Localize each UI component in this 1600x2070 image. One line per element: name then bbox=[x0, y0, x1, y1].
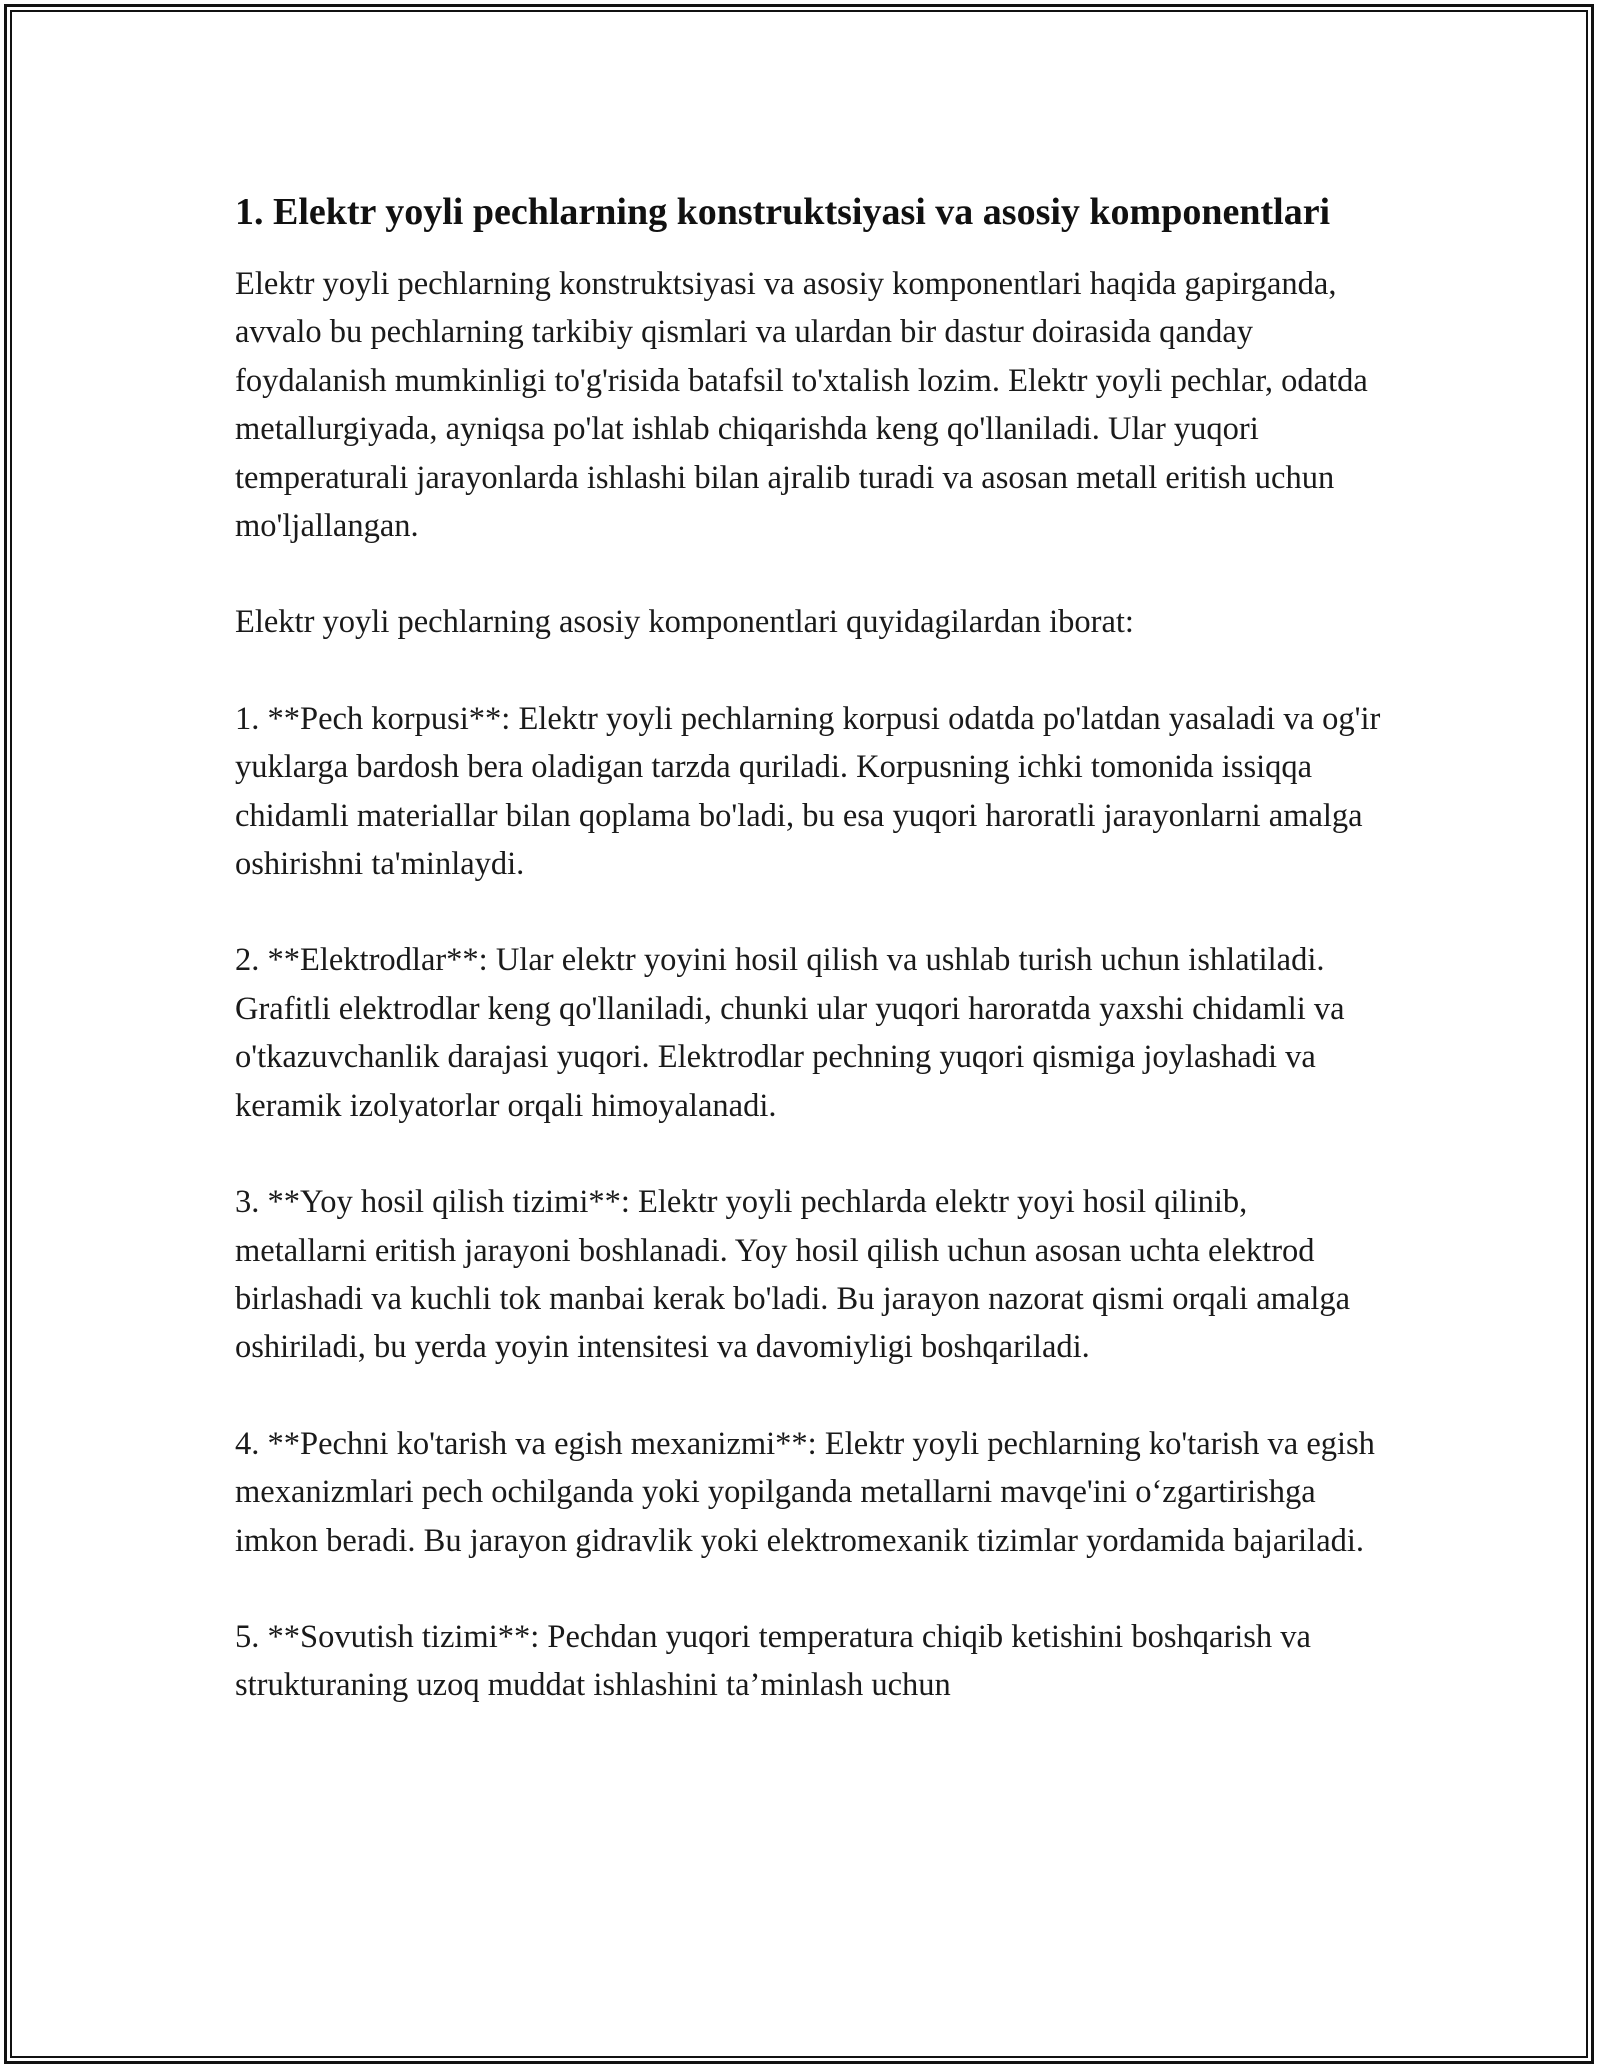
paragraph-item-2: 2. **Elektrodlar**: Ular elektr yoyini hosil qilish va ushlab turish uchun ishlatiladi. Grafitli elektrodlar keng qo'llaniladi, chunki ular yuqori haroratda yaxshi chidamli va o'tkazuvchanlik darajasi yuqori. Elektrodlar pechning yuqori qismiga joylashadi va keramik izolyatorlar orqali himoyalanadi. bbox=[235, 942, 1345, 1124]
paragraph-item-1: 1. **Pech korpusi**: Elektr yoyli pechlarning korpusi odatda po'latdan yasaladi va og'ir yuklarga bardosh bera oladigan tarzda quriladi. Korpusning ichki tomonida issiqqa chidamli materiallar bilan qoplama bo'ladi, bu esa yuqori haroratli jarayonlarni amalga oshirishni ta'minlaydi. bbox=[235, 700, 1381, 883]
document-heading: 1. Elektr yoyli pechlarning konstruktsiyasi va asosiy komponentlari bbox=[235, 191, 1331, 233]
paragraph-item-3: 3. **Yoy hosil qilish tizimi**: Elektr yoyli pechlarda elektr yoyi hosil qilinib, metallarni eritish jarayoni boshlanadi. Yoy hosil qilish uchun asosan uchta elektrod birlashadi va kuchli tok manbai kerak bo'ladi. Bu jarayon nazorat qismi orqali amalga oshiriladi, bu yerda yoyin intensitesi va davomiyligi boshqariladi. bbox=[235, 1184, 1351, 1366]
document-body bbox=[235, 185, 1385, 1758]
paragraph-intro: Elektr yoyli pechlarning konstruktsiyasi va asosiy komponentlari haqida gapirganda, avvalo bu pechlarning tarkibiy qismlari va ulardan bir dastur doirasida qanday foydalanish mumkinligi to'g'risida batafsil to'xtalish lozim. Elektr yoyli pechlar, odatda metallurgiyada, ayniqsa po'lat ishlab chiqarishda keng qo'llaniladi. Ular yuqori temperaturali jarayonlarda ishlashi bilan ajralib turadi va asosan metall eritish uchun mo'ljallangan. bbox=[235, 266, 1368, 545]
paragraph-item-4: 4. **Pechni ko'tarish va egish mexanizmi**: Elektr yoyli pechlarning ko'tarish va egish mexanizmlari pech ochilganda yoki yopilganda metallarni mavqe'ini o‘zgartirishga imkon beradi. Bu jarayon gidravlik yoki elektromexanik tizimlar yordamida bajariladi. bbox=[235, 1425, 1375, 1559]
paragraph-item-5: 5. **Sovutish tizimi**: Pechdan yuqori temperatura chiqib ketishini boshqarish va strukturaning uzoq muddat ishlashini ta’minlash uchun bbox=[235, 1618, 1311, 1704]
paragraph-components-lead: Elektr yoyli pechlarning asosiy komponentlari quyidagilardan iborat: bbox=[235, 604, 1134, 641]
